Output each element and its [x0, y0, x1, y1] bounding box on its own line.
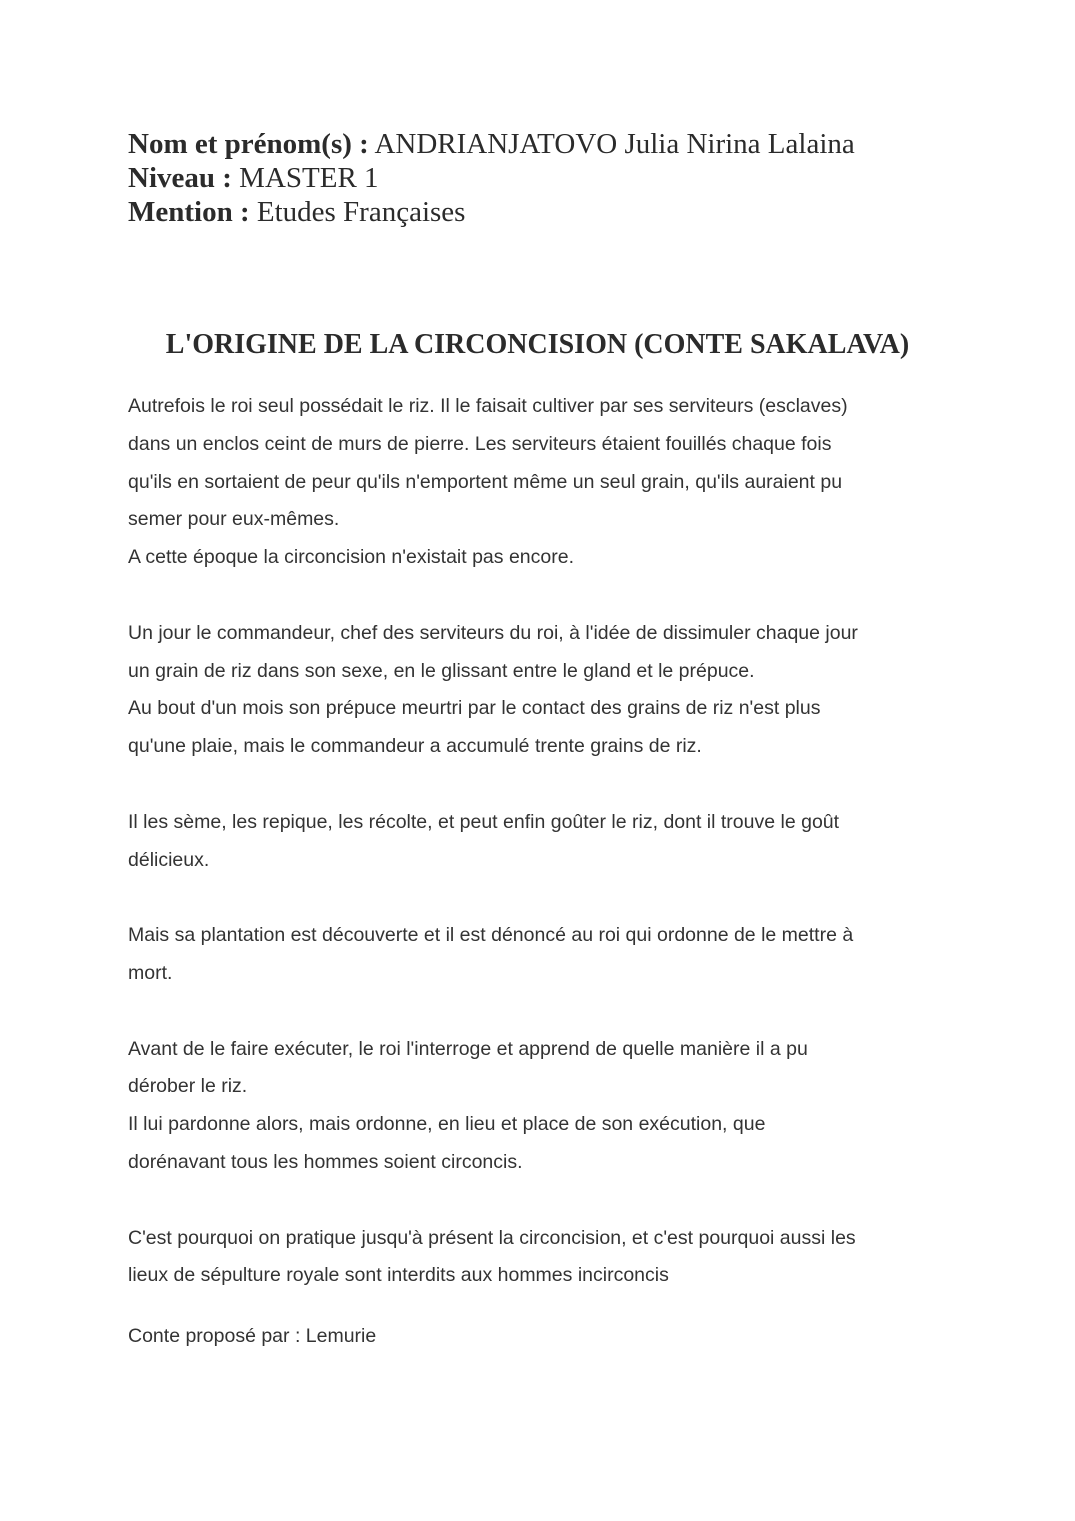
text-line: semer pour eux-mêmes.: [128, 508, 340, 531]
student-info: [128, 127, 855, 229]
text-line: Un jour le commandeur, chef des serviteurs du roi, à l'idée de dissimuler chaque jour: [128, 621, 858, 644]
text-line: C'est pourquoi on pratique jusqu'à présent la circoncision, et c'est pourquoi aussi les: [128, 1226, 856, 1249]
name-value: ANDRIANJATOVO Julia Nirina Lalaina: [374, 128, 855, 160]
text-line: A cette époque la circoncision n'existait pas encore.: [128, 546, 574, 569]
story-paragraph: [128, 1220, 948, 1296]
level-value: MASTER 1: [239, 162, 379, 194]
mention-row: [128, 195, 855, 229]
text-line: Il lui pardonne alors, mais ordonne, en lieu et place de son exécution, que: [128, 1113, 766, 1136]
level-row: [128, 161, 855, 195]
text-line: Autrefois le roi seul possédait le riz. Il le faisait cultiver par ses serviteurs (esclaves): [128, 395, 848, 417]
story-paragraph: [128, 388, 948, 577]
text-line: dérober le riz.: [128, 1075, 248, 1098]
text-line: Mais sa plantation est découverte et il est dénoncé au roi qui ordonne de le mettre à: [128, 924, 854, 947]
mention-label: Mention :: [128, 196, 250, 228]
document-title: L'ORIGINE DE LA CIRCONCISION (CONTE SAKALAVA): [165, 329, 910, 360]
text-line: lieux de sépulture royale sont interdits aux hommes incirconcis: [128, 1264, 669, 1287]
text-line: qu'ils en sortaient de peur qu'ils n'emportent même un seul grain, qu'ils auraient pu: [128, 470, 843, 493]
text-line: Avant de le faire exécuter, le roi l'interroge et apprend de quelle manière il a pu: [128, 1037, 808, 1060]
mention-value: Etudes Françaises: [256, 196, 466, 228]
text-line: un grain de riz dans son sexe, en le glissant entre le gland et le prépuce.: [128, 659, 755, 682]
name-label: Nom et prénom(s) :: [128, 128, 369, 160]
text-line: dans un enclos ceint de murs de pierre. Les serviteurs étaient fouillés chaque fois: [128, 432, 832, 455]
story-paragraph: [128, 804, 948, 880]
text-line: mort.: [128, 961, 173, 984]
level-label: Niveau :: [128, 162, 232, 194]
text-line: Au bout d'un mois son prépuce meurtri par le contact des grains de riz n'est plus: [128, 697, 821, 720]
text-line: dorénavant tous les hommes soient circoncis.: [128, 1150, 523, 1173]
story-body: [128, 388, 948, 1333]
text-line: délicieux.: [128, 848, 210, 871]
text-line: qu'une plaie, mais le commandeur a accumulé trente grains de riz.: [128, 735, 702, 758]
story-paragraph: [128, 1031, 948, 1182]
text-line: Il les sème, les repique, les récolte, et peut enfin goûter le riz, dont il trouve le goût: [128, 810, 840, 833]
story-paragraph: [128, 615, 948, 766]
author-credit: Conte proposé par : Lemurie: [128, 1325, 377, 1347]
name-row: [128, 127, 855, 161]
story-paragraph: [128, 917, 948, 993]
